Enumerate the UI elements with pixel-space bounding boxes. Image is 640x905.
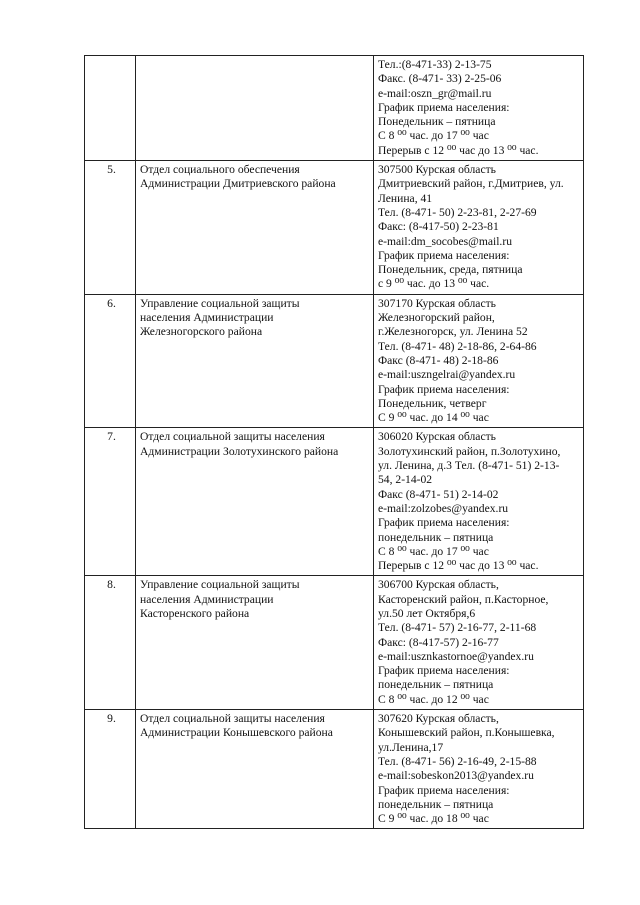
info-line: понедельник – пятница bbox=[378, 530, 494, 544]
table-row bbox=[85, 161, 584, 295]
info-line: Тел. (8-471- 56) 2-16-49, 2-15-88 bbox=[378, 754, 537, 768]
info-line: Факс (8-471- 48) 2-18-86 bbox=[378, 353, 499, 367]
info-line: 306020 Курская область bbox=[378, 430, 496, 444]
org-line: Железногорского района bbox=[140, 325, 263, 339]
info-line: График приема населения: bbox=[378, 783, 510, 797]
org-line: Отдел социальной защиты населения bbox=[140, 430, 325, 444]
info-line: Железногорский район, bbox=[378, 311, 495, 325]
info-line: График приема населения: bbox=[378, 100, 510, 114]
info-line: понедельник – пятница bbox=[378, 678, 494, 692]
contact-info bbox=[374, 294, 584, 428]
org-line: Управление социальной защиты bbox=[140, 296, 300, 310]
info-line: понедельник – пятница bbox=[378, 797, 494, 811]
table-row bbox=[85, 576, 584, 710]
info-line: 307500 Курская область bbox=[378, 163, 496, 177]
info-line: График приема населения: bbox=[378, 516, 510, 530]
org-line: населения Администрации bbox=[140, 592, 274, 606]
row-number: 6. bbox=[85, 294, 136, 428]
info-line: Понедельник, среда, пятница bbox=[378, 263, 523, 277]
org-line: Администрации Конышевского района bbox=[140, 726, 333, 740]
info-line: Факс: (8-417-50) 2-23-81 bbox=[378, 220, 499, 234]
organization-name bbox=[136, 56, 374, 161]
contacts-table-body bbox=[85, 56, 584, 829]
table-row bbox=[85, 428, 584, 576]
org-line: населения Администрации bbox=[140, 311, 274, 325]
info-line: С 8 ⁰⁰ час. до 17 ⁰⁰ час bbox=[378, 544, 489, 558]
info-line: ул.Ленина,17 bbox=[378, 740, 444, 754]
info-line: Касторенский район, п.Касторное, bbox=[378, 592, 549, 606]
info-line: Факс: (8-417-57) 2-16-77 bbox=[378, 635, 499, 649]
info-line: e-mail:dm_socobes@mail.ru bbox=[378, 234, 512, 248]
info-line: 307170 Курская область bbox=[378, 296, 496, 310]
row-number: 5. bbox=[85, 161, 136, 295]
org-line: Отдел социального обеспечения bbox=[140, 163, 300, 177]
info-line: Понедельник, четверг bbox=[378, 396, 487, 410]
info-line: ул.50 лет Октября,6 bbox=[378, 606, 476, 620]
organization-name bbox=[136, 294, 374, 428]
info-line: Дмитриевский район, г.Дмитриев, ул. bbox=[378, 177, 564, 191]
info-line: e-mail:zolzobes@yandex.ru bbox=[378, 501, 509, 515]
contacts-table bbox=[84, 55, 584, 829]
table-row bbox=[85, 710, 584, 829]
info-line: Конышевский район, п.Конышевка, bbox=[378, 726, 555, 740]
row-number bbox=[85, 56, 136, 161]
info-line: 307620 Курская область, bbox=[378, 712, 499, 726]
org-line: Отдел социальной защиты населения bbox=[140, 712, 325, 726]
contact-info bbox=[374, 710, 584, 829]
contact-info bbox=[374, 161, 584, 295]
info-line: 306700 Курская область, bbox=[378, 578, 499, 592]
table-row bbox=[85, 56, 584, 161]
contact-info bbox=[374, 576, 584, 710]
info-line: Золотухинский район, п.Золотухино, bbox=[378, 444, 561, 458]
info-line: ул. Ленина, д.3 Тел. (8-471- 51) 2-13- bbox=[378, 459, 560, 473]
info-line: С 9 ⁰⁰ час. до 18 ⁰⁰ час bbox=[378, 812, 489, 826]
info-line: Ленина, 41 bbox=[378, 191, 433, 205]
info-line: С 9 ⁰⁰ час. до 14 ⁰⁰ час bbox=[378, 411, 489, 425]
org-line: Управление социальной защиты bbox=[140, 578, 300, 592]
info-line: График приема населения: bbox=[378, 248, 510, 262]
info-line: График приема населения: bbox=[378, 382, 510, 396]
info-line: Тел. (8-471- 57) 2-16-77, 2-11-68 bbox=[378, 621, 537, 635]
info-line: Тел. (8-471- 50) 2-23-81, 2-27-69 bbox=[378, 205, 537, 219]
info-line: e-mail:sobeskon2013@yandex.ru bbox=[378, 769, 534, 783]
info-line: e-mail:oszn_gr@mail.ru bbox=[378, 86, 492, 100]
info-line: Тел. (8-471- 48) 2-18-86, 2-64-86 bbox=[378, 339, 537, 353]
info-line: С 8 ⁰⁰ час. до 12 ⁰⁰ час bbox=[378, 692, 489, 706]
row-number: 9. bbox=[85, 710, 136, 829]
organization-name bbox=[136, 710, 374, 829]
info-line: Тел.:(8-471-33) 2-13-75 bbox=[378, 58, 492, 71]
organization-name bbox=[136, 161, 374, 295]
info-line: e-mail:usznkastornoe@yandex.ru bbox=[378, 649, 534, 663]
contact-info bbox=[374, 428, 584, 576]
organization-name bbox=[136, 576, 374, 710]
info-line: С 8 ⁰⁰ час. до 17 ⁰⁰ час bbox=[378, 129, 489, 143]
info-line: Перерыв с 12 ⁰⁰ час до 13 ⁰⁰ час. bbox=[378, 559, 539, 573]
info-line: 54, 2-14-02 bbox=[378, 473, 433, 487]
row-number: 8. bbox=[85, 576, 136, 710]
row-number: 7. bbox=[85, 428, 136, 576]
info-line: Факс (8-471- 51) 2-14-02 bbox=[378, 487, 499, 501]
info-line: Перерыв с 12 ⁰⁰ час до 13 ⁰⁰ час. bbox=[378, 143, 539, 157]
org-line: Администрации Дмитриевского района bbox=[140, 177, 336, 191]
info-line: с 9 ⁰⁰ час. до 13 ⁰⁰ час. bbox=[378, 277, 490, 291]
organization-name bbox=[136, 428, 374, 576]
info-line: Факс. (8-471- 33) 2-25-06 bbox=[378, 72, 502, 86]
org-line: Администрации Золотухинского района bbox=[140, 444, 339, 458]
contact-info bbox=[374, 56, 584, 161]
info-line: График приема населения: bbox=[378, 664, 510, 678]
info-line: Понедельник – пятница bbox=[378, 115, 496, 129]
info-line: e-mail:uszngelrai@yandex.ru bbox=[378, 368, 516, 382]
org-line: Касторенского района bbox=[140, 606, 250, 620]
table-row bbox=[85, 294, 584, 428]
info-line: г.Железногорск, ул. Ленина 52 bbox=[378, 325, 528, 339]
